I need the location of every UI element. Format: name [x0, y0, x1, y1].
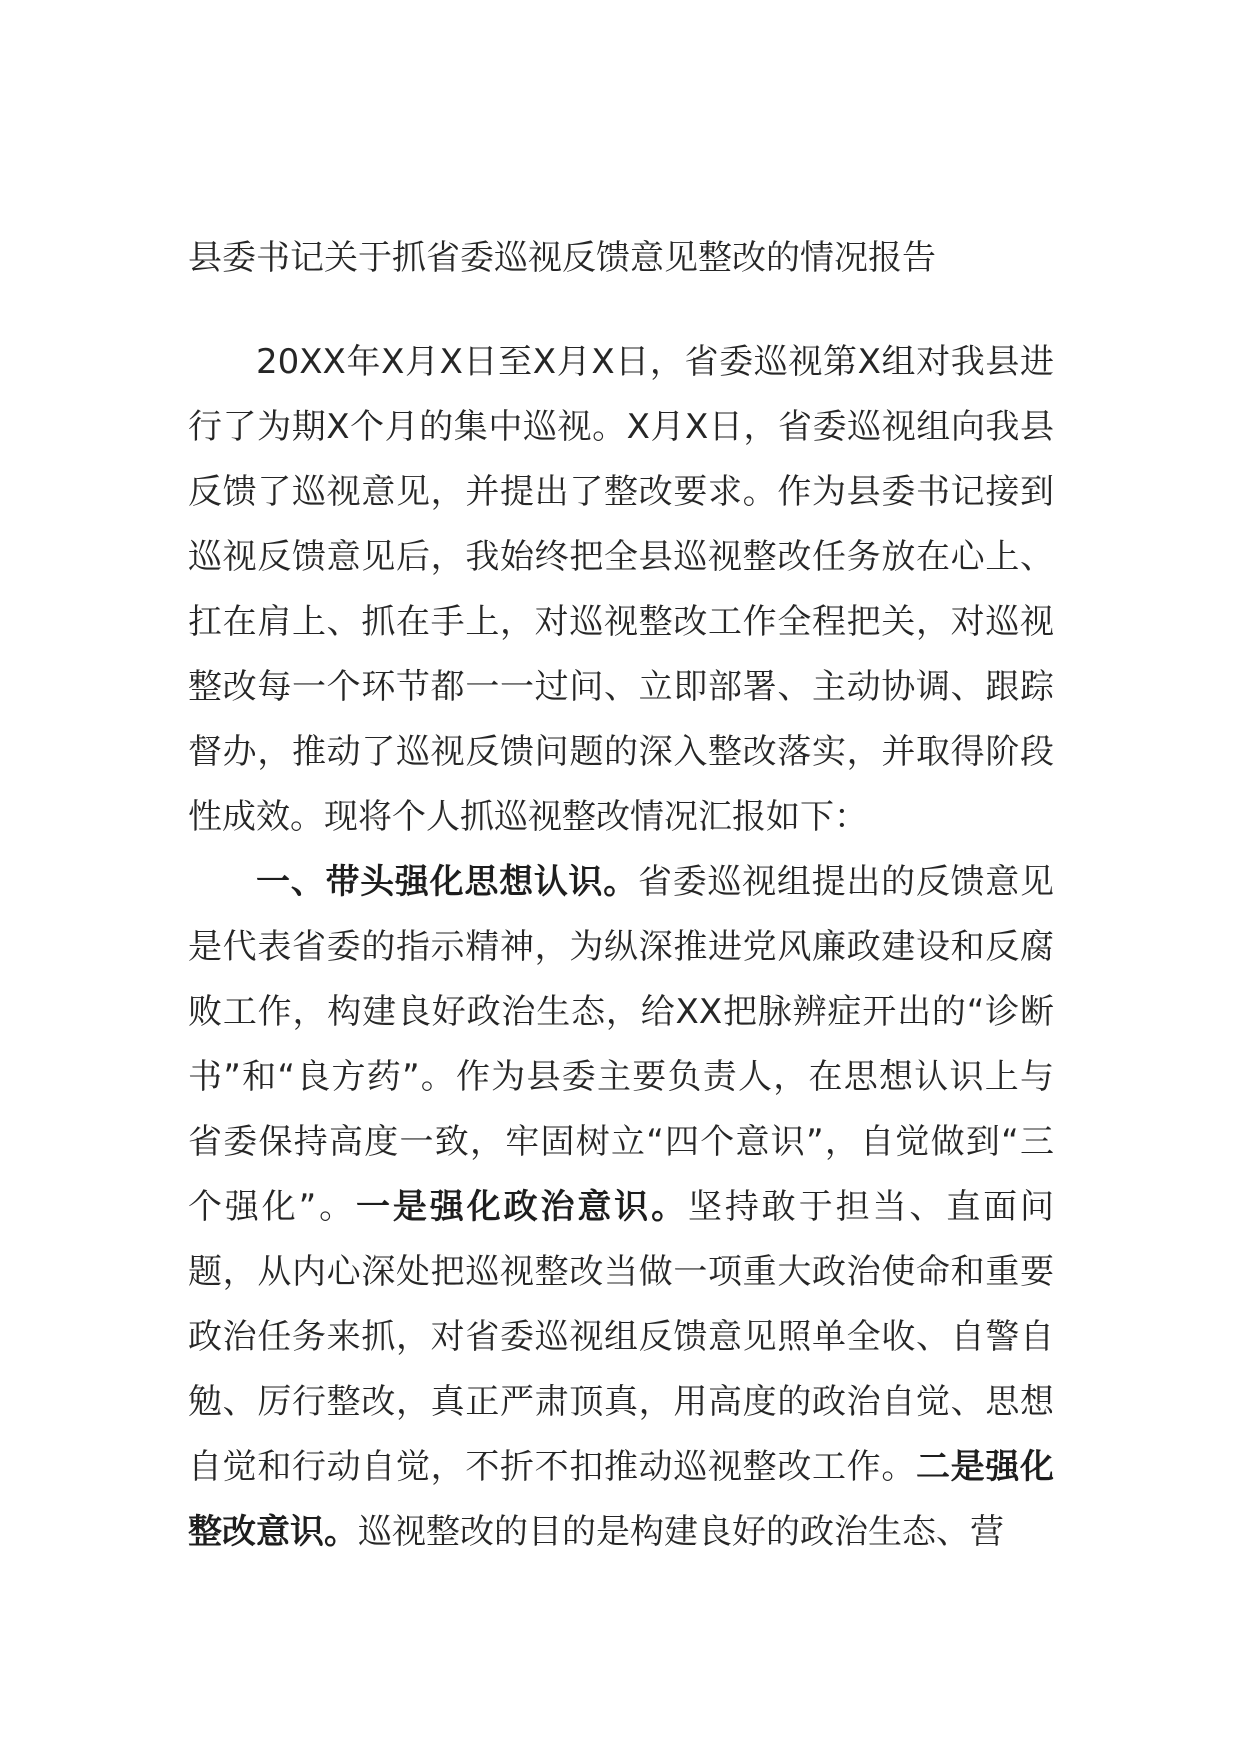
section-text: 巡视整改的目的是构建良好的政治生态、营: [358, 1512, 1004, 1552]
document-body: [188, 330, 1054, 1565]
sub-heading: 一是强化政治意识。: [356, 1187, 689, 1227]
intro-paragraph: [188, 330, 1054, 850]
document-title: 县委书记关于抓省委巡视反馈意见整改的情况报告: [188, 238, 936, 278]
section-heading: 一、带头强化思想认识。: [256, 862, 638, 902]
section-one-paragraph: [188, 850, 1054, 1565]
sub-heading: 二是强化整改意识。: [188, 1447, 1054, 1552]
section-text: 坚持敢于担当、直面问题，从内心深处把巡视整改当做一项重大政治使命和重要政治任务来抓，对省委巡视组反馈意见照单全收、自警自勉、厉行整改，真正严肃顶真，用高度的政治自觉、思想自觉和行动自觉，不折不扣推动巡视整改工作。: [188, 1187, 1055, 1487]
intro-text: 20XX年X月X日至X月X日，省委巡视第X组对我县进行了为期X个月的集中巡视。X月X日，省委巡视组向我县反馈了巡视意见，并提出了整改要求。作为县委书记接到巡视反馈意见后，我始终把全县巡视整改任务放在心上、扛在肩上、抓在手上，对巡视整改工作全程把关，对巡视整改每一个环节都一一过问、立即部署、主动协调、跟踪督办，推动了巡视反馈问题的深入整改落实，并取得阶段性成效。现将个人抓巡视整改情况汇报如下：: [188, 342, 1054, 837]
section-text: 省委巡视组提出的反馈意见是代表省委的指示精神，为纵深推进党风廉政建设和反腐败工作，构建良好政治生态，给XX把脉辨症开出的“诊断书”和“良方药”。作为县委主要负责人，在思想认识上与省委保持高度一致，牢固树立“四个意识”，自觉做到“三个强化”。: [188, 862, 1054, 1227]
